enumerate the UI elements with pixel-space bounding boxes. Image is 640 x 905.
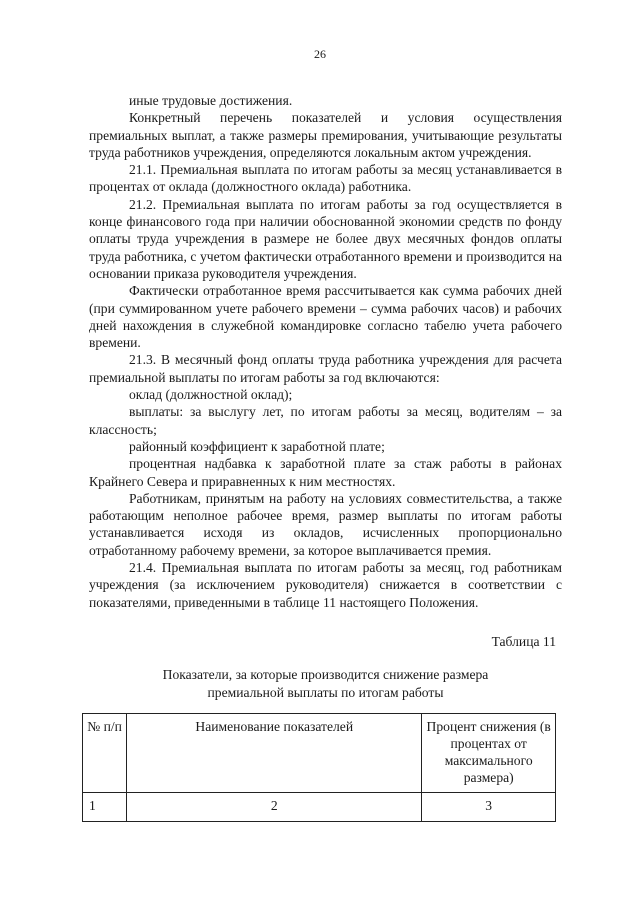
body-text xyxy=(89,92,562,611)
paragraph: оклад (должностной оклад); xyxy=(129,387,293,403)
paragraph: выплаты: за выслугу лет, по итогам работы за месяц, водителям – за классность; xyxy=(89,404,562,437)
header-name: Наименование показателей xyxy=(127,714,422,793)
page-number: 26 xyxy=(314,47,326,61)
table-label: Таблица 11 xyxy=(491,634,556,649)
paragraph: Работникам, принятым на работу на условиях совместительства, а также работающим неполное рабочее время, размер выплаты по итогам работы устанавливается исходя из окладов, исчисленных пропорционально отработанному рабочему времени, за которое выплачивается премия. xyxy=(89,490,562,558)
table-header-row xyxy=(83,714,556,793)
table-cell: 1 xyxy=(83,793,127,822)
table-cell: 3 xyxy=(422,793,556,822)
paragraph: 21.3. В месячный фонд оплаты труда работника учреждения для расчета премиальной выплаты по итогам работы за год включаются: xyxy=(89,352,562,385)
table-title-line: премиальной выплаты по итогам работы xyxy=(207,684,444,700)
table-title-line: Показатели, за которые производится снижение размера xyxy=(162,667,489,682)
indicators-table xyxy=(82,713,556,822)
paragraph: 21.2. Премиальная выплата по итогам работы за год осуществляется в конце финансового года при наличии обоснованной экономии средств по фонду оплаты труда учреждения в размере не более двух месячных фондов оплаты труда работника, с учетом фактически отработанного времени и производится на основании приказа руководителя учреждения. xyxy=(89,196,562,281)
paragraph: районный коэффициент к заработной плате; xyxy=(129,438,385,454)
header-percent: Процент снижения (в процентах от максимального размера) xyxy=(422,714,556,793)
paragraph: Конкретный перечень показателей и условия осуществления премиальных выплат, а также размеры премирования, учитывающие результаты труда работников учреждения, определяются локальным актом учреждения. xyxy=(89,110,562,160)
table-title xyxy=(89,666,562,701)
table-cell: 2 xyxy=(127,793,422,822)
paragraph: 21.4. Премиальная выплата по итогам работы за месяц, год работникам учреждения (за исключением руководителя) снижается в соответствии с показателями, приведенными в таблице 11 настоящего Положения. xyxy=(89,560,562,610)
paragraph: иные трудовые достижения. xyxy=(129,93,293,108)
paragraph: 21.1. Премиальная выплата по итогам работы за месяц устанавливается в процентах от оклада (должностного оклада) работника. xyxy=(89,162,562,195)
header-number: № п/п xyxy=(83,714,127,793)
paragraph: Фактически отработанное время рассчитывается как сумма рабочих дней (при суммированном учете рабочего времени – сумма рабочих часов) и рабочих дней нахождения в служебной командировке согласно табелю учета рабочего времени. xyxy=(89,283,562,351)
paragraph: процентная надбавка к заработной плате за стаж работы в районах Крайнего Севера и приравненных к ним местностях. xyxy=(89,456,562,489)
table-row xyxy=(83,793,556,822)
